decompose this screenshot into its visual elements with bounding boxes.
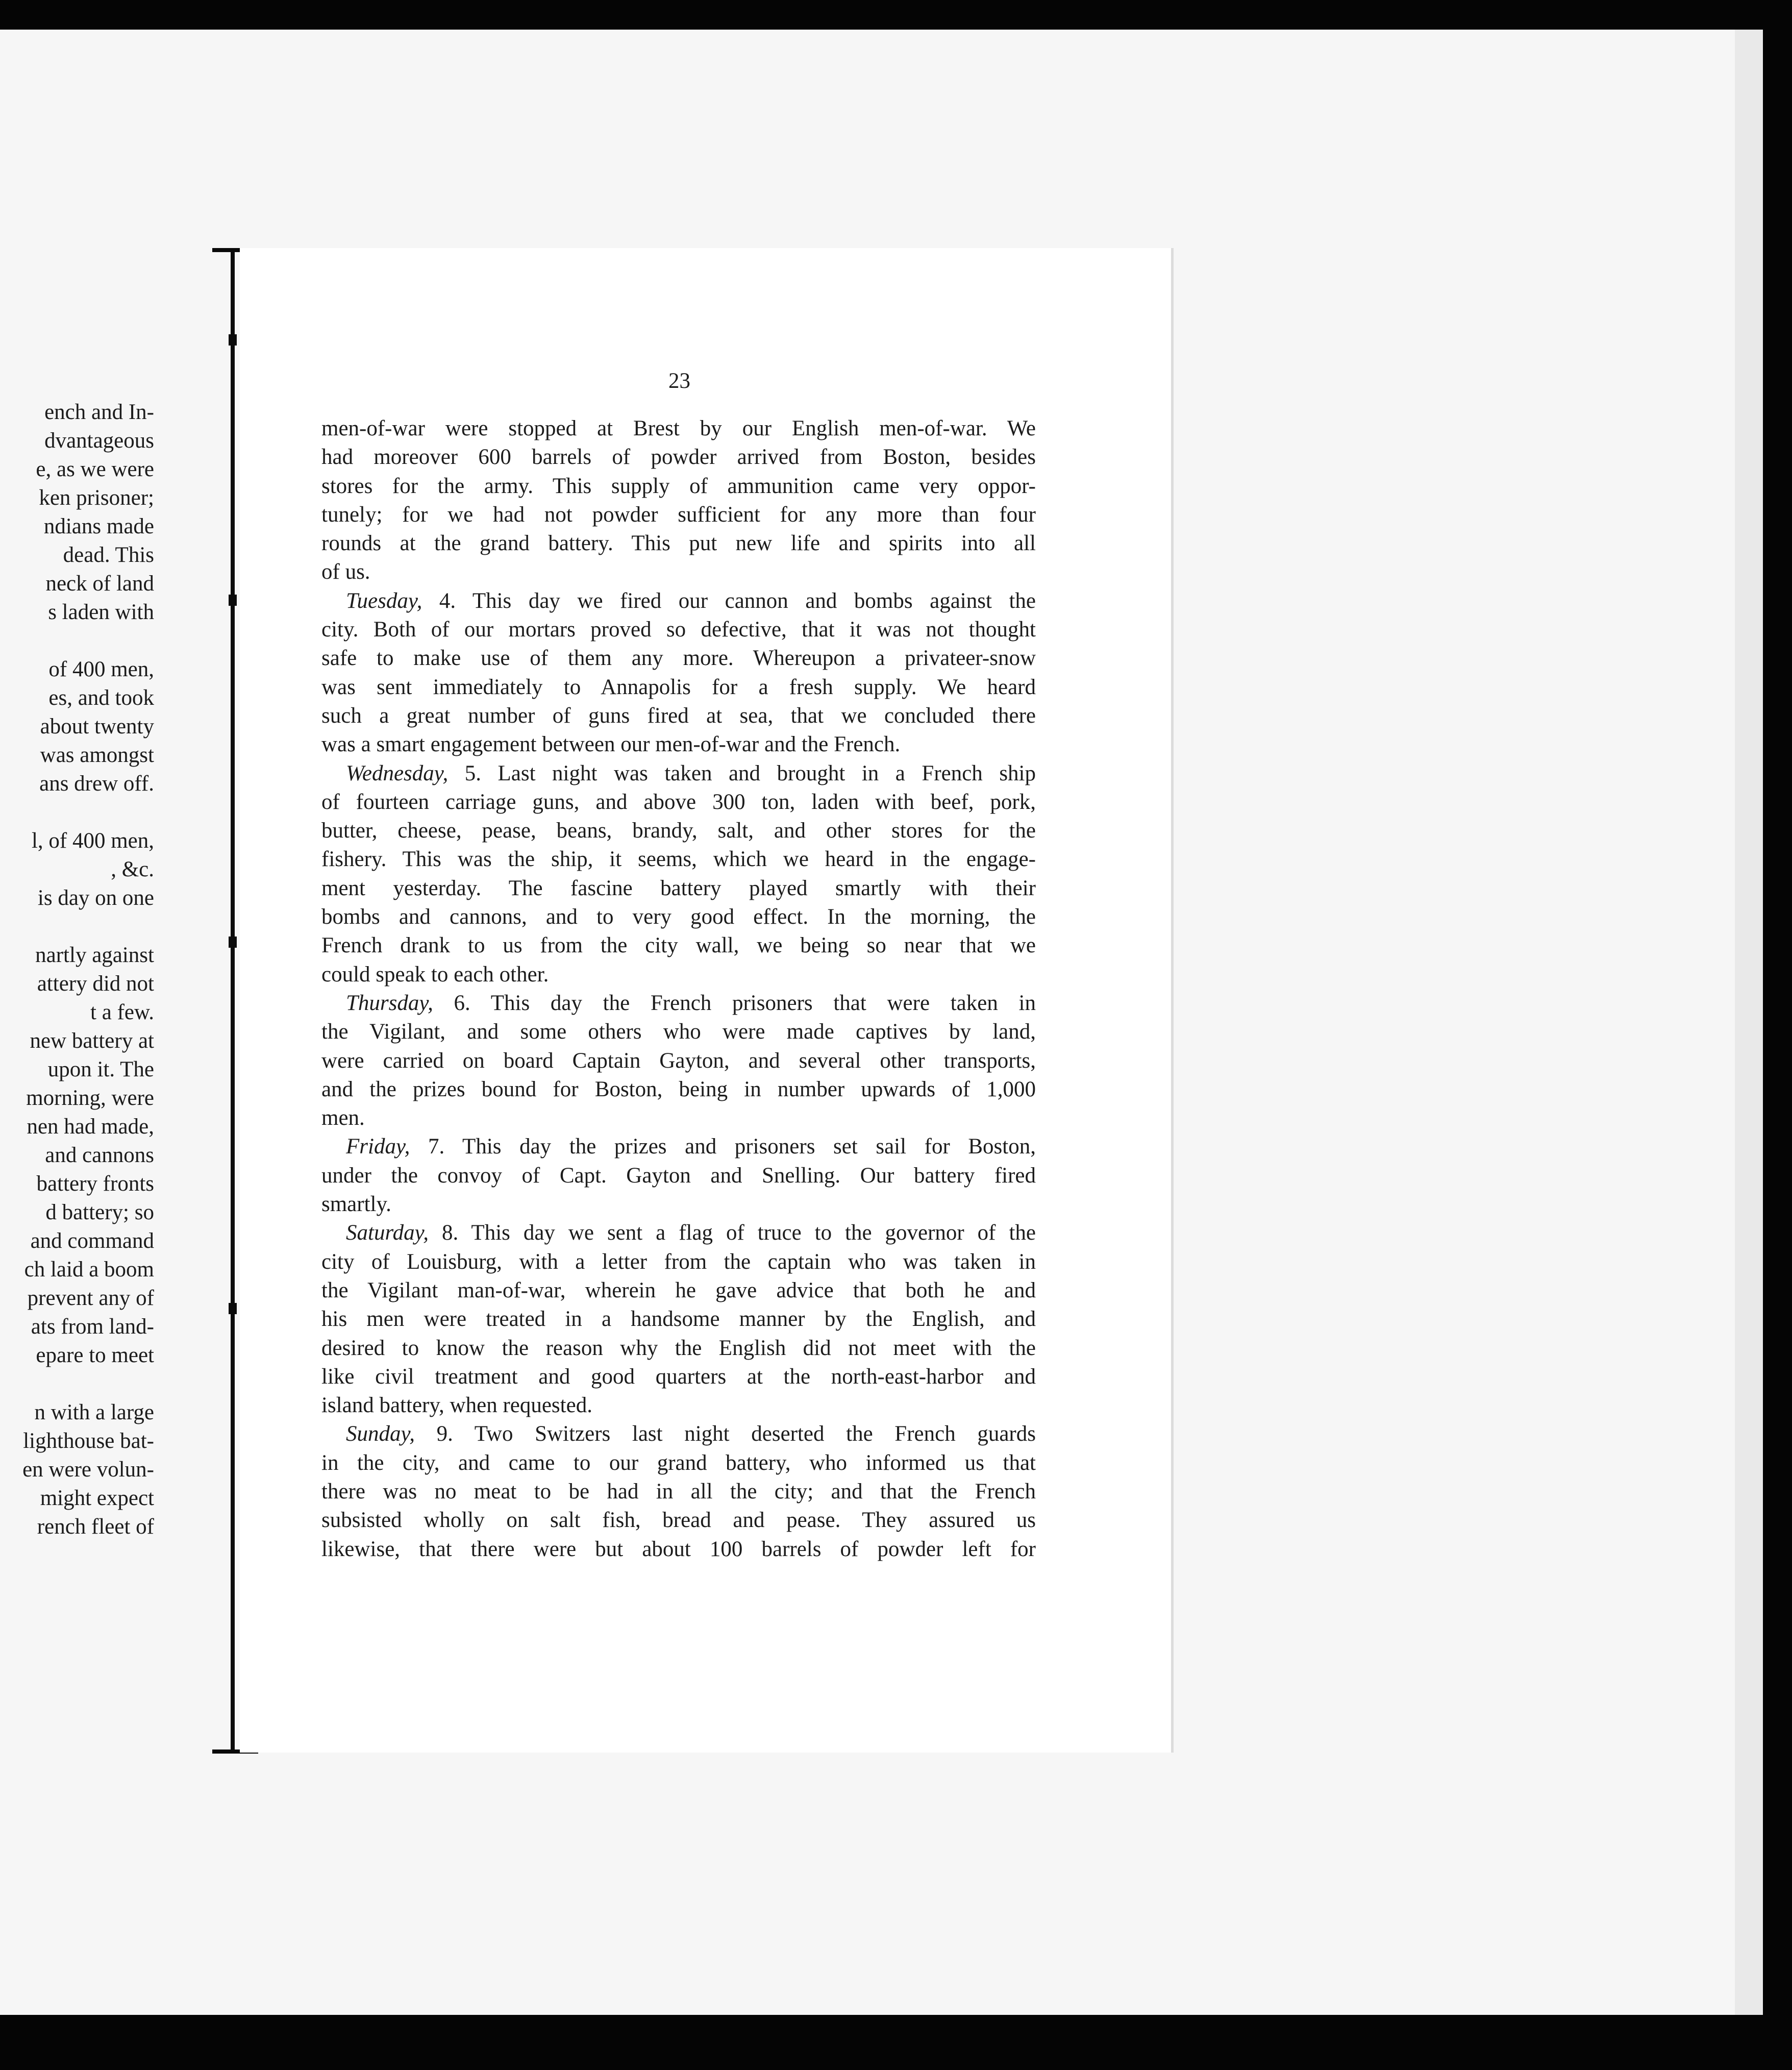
facing-page-line: ch laid a boom — [24, 1258, 154, 1282]
facing-page-line: es, and took — [48, 686, 154, 710]
facing-page-line: dvantageous — [44, 429, 154, 453]
text-line — [321, 903, 1036, 931]
facing-page-text — [0, 398, 154, 1572]
facing-page-line: neck of land — [45, 572, 154, 596]
text-line — [321, 730, 1036, 759]
scan-border-top — [0, 0, 1792, 30]
text-line — [321, 1391, 1036, 1420]
facing-page-line: ench and In- — [44, 400, 154, 424]
line-text: 7. This day the prizes and prisoners set sail for Boston, — [410, 1135, 1036, 1159]
facing-page-line: dead. This — [63, 543, 154, 567]
line-text: smartly. — [321, 1192, 391, 1217]
text-line — [321, 1132, 1036, 1161]
text-line — [321, 1047, 1036, 1075]
text-line — [321, 1449, 1036, 1477]
text-line — [321, 960, 1036, 989]
line-text: and the prizes bound for Boston, being in number upwards of 1,000 — [321, 1077, 1036, 1101]
text-line — [321, 931, 1036, 960]
facing-page-line: about twenty — [40, 714, 154, 738]
facing-page-line: en were volun- — [22, 1458, 154, 1482]
text-line — [321, 1420, 1036, 1448]
line-text: butter, cheese, pease, beans, brandy, salt, and other stores for the — [321, 819, 1036, 843]
text-line — [321, 1535, 1036, 1564]
line-text: 6. This day the French prisoners that were taken in — [433, 991, 1036, 1015]
line-text: under the convoy of Capt. Gayton and Snelling. Our battery fired — [321, 1163, 1036, 1188]
text-line — [321, 443, 1036, 472]
line-text: bombs and cannons, and to very good effect. In the morning, the — [321, 905, 1036, 929]
facing-page-line: d battery; so — [45, 1200, 154, 1224]
scan-border-right — [1763, 0, 1792, 2070]
line-text: ment yesterday. The fascine battery played smartly with their — [321, 876, 1036, 900]
facing-page-line: , &c. — [111, 857, 154, 881]
line-text: men-of-war were stopped at Brest by our English men-of-war. We — [321, 416, 1036, 440]
text-line — [321, 1075, 1036, 1104]
line-text: his men were treated in a handsome manner by the English, and — [321, 1307, 1036, 1332]
line-text: the Vigilant, and some others who were made captives by land, — [321, 1020, 1036, 1044]
line-text: 4. This day we fired our cannon and bombs against the — [422, 588, 1036, 613]
text-line — [321, 1506, 1036, 1535]
text-line — [321, 702, 1036, 730]
page-number: 23 — [668, 369, 690, 393]
day-heading: Wednesday, — [346, 761, 449, 785]
spine-stitch — [229, 1303, 237, 1314]
line-text: like civil treatment and good quarters at the north-east-harbor and — [321, 1364, 1036, 1389]
text-line — [321, 472, 1036, 501]
text-line — [321, 1162, 1036, 1190]
text-line — [321, 1104, 1036, 1132]
line-text: were carried on board Captain Gayton, and several other transports, — [321, 1048, 1036, 1073]
book-spine — [231, 250, 235, 1753]
line-text: had moreover 600 barrels of powder arrived from Boston, besides — [321, 445, 1036, 470]
text-line — [321, 615, 1036, 644]
line-text: city of Louisburg, with a letter from the captain who was taken in — [321, 1249, 1036, 1274]
text-line — [321, 817, 1036, 845]
text-line — [321, 845, 1036, 874]
text-line — [321, 1018, 1036, 1046]
text-line — [321, 1334, 1036, 1363]
line-text: of us. — [321, 560, 370, 584]
line-text: city. Both of our mortars proved so defective, that it was not thought — [321, 618, 1036, 642]
line-text: such a great number of guns fired at sea, that we concluded there — [321, 703, 1036, 728]
line-text: in the city, and came to our grand battery, who informed us that — [321, 1450, 1036, 1475]
facing-page-line: upon it. The — [47, 1057, 154, 1081]
line-text: 5. Last night was taken and brought in a French ship — [448, 761, 1036, 785]
text-line — [321, 874, 1036, 903]
page-edge — [1735, 30, 1763, 2015]
line-text: desired to know the reason why the English did not meet with the — [321, 1336, 1036, 1360]
line-text: stores for the army. This supply of ammunition came very oppor- — [321, 474, 1036, 498]
text-line — [321, 1248, 1036, 1276]
line-text: French drank to us from the city wall, we being so near that we — [321, 933, 1036, 958]
facing-page-line: battery fronts — [36, 1172, 154, 1196]
line-text: 9. Two Switzers last night deserted the French guards — [414, 1422, 1036, 1446]
text-line — [321, 501, 1036, 529]
facing-page-line: lighthouse bat- — [23, 1429, 154, 1453]
day-heading: Sunday, — [346, 1422, 415, 1446]
facing-page-line: might expect — [40, 1486, 154, 1510]
facing-page-line: and cannons — [45, 1143, 154, 1167]
facing-page-line: morning, were — [26, 1086, 154, 1110]
page-body-text — [321, 414, 1036, 1564]
line-text: likewise, that there were but about 100 barrels of powder left for — [321, 1537, 1036, 1561]
text-line — [321, 529, 1036, 558]
line-text: men. — [321, 1106, 365, 1130]
line-text: 8. This day we sent a flag of truce to the governor of the — [429, 1221, 1036, 1245]
day-heading: Thursday, — [346, 991, 433, 1015]
facing-page-line: s laden with — [48, 600, 154, 624]
day-heading: Tuesday, — [346, 588, 422, 613]
facing-page-line: and command — [30, 1229, 154, 1253]
line-text: the Vigilant man-of-war, wherein he gave advice that both he and — [321, 1278, 1036, 1302]
line-text: there was no meat to be had in all the city; and that the French — [321, 1479, 1036, 1504]
text-line — [321, 759, 1036, 788]
text-line — [321, 1305, 1036, 1334]
line-text: island battery, when requested. — [321, 1393, 592, 1418]
day-heading: Friday, — [346, 1135, 410, 1159]
facing-page-line: nen had made, — [27, 1115, 154, 1139]
facing-page-line: ats from land- — [31, 1315, 154, 1339]
line-text: could speak to each other. — [321, 962, 549, 987]
text-line — [321, 414, 1036, 443]
facing-page-line: l, of 400 men, — [31, 829, 154, 853]
facing-page-line: n with a large — [34, 1400, 154, 1424]
facing-page-line: e, as we were — [36, 457, 154, 481]
text-line — [321, 1190, 1036, 1219]
text-line — [321, 587, 1036, 615]
line-text: fishery. This was the ship, it seems, which we heard in the engage- — [321, 847, 1036, 872]
facing-page-line: t a few. — [90, 1000, 154, 1024]
facing-page-line: ans drew off. — [39, 772, 154, 796]
facing-page-line: epare to meet — [36, 1343, 154, 1367]
spine-stitch — [229, 937, 237, 948]
text-line — [321, 673, 1036, 702]
spine-stitch — [229, 595, 237, 606]
line-text: safe to make use of them any more. Whereupon a privateer-snow — [321, 646, 1036, 671]
text-line — [321, 1477, 1036, 1506]
text-line — [321, 788, 1036, 817]
text-line — [321, 989, 1036, 1018]
facing-page-line: was amongst — [40, 743, 154, 767]
line-text: rounds at the grand battery. This put new life and spirits into all — [321, 531, 1036, 556]
text-line — [321, 1219, 1036, 1247]
text-line — [321, 644, 1036, 673]
facing-page-line: rench fleet of — [37, 1515, 154, 1539]
line-text: tunely; for we had not powder sufficient for any more than four — [321, 502, 1036, 527]
spine-stitch — [229, 334, 237, 346]
line-text: of fourteen carriage guns, and above 300 ton, laden with beef, pork, — [321, 790, 1036, 814]
facing-page-line: ken prisoner; — [39, 486, 154, 510]
facing-page-line: of 400 men, — [48, 657, 154, 681]
text-line — [321, 558, 1036, 586]
facing-page-line: ndians made — [43, 514, 154, 538]
line-text: was sent immediately to Annapolis for a fresh supply. We heard — [321, 675, 1036, 699]
facing-page-line: new battery at — [30, 1029, 154, 1053]
facing-page-line: is day on one — [37, 886, 154, 910]
text-line — [321, 1276, 1036, 1305]
facing-page-line: prevent any of — [27, 1286, 154, 1310]
line-text: subsisted wholly on salt fish, bread and pease. They assured us — [321, 1508, 1036, 1533]
text-line — [321, 1363, 1036, 1391]
line-text: was a smart engagement between our men-of-war and the French. — [321, 732, 901, 757]
facing-page-line: nartly against — [35, 943, 154, 967]
day-heading: Saturday, — [346, 1221, 429, 1245]
scan-border-bottom — [0, 2015, 1792, 2070]
facing-page-line: attery did not — [37, 972, 154, 996]
